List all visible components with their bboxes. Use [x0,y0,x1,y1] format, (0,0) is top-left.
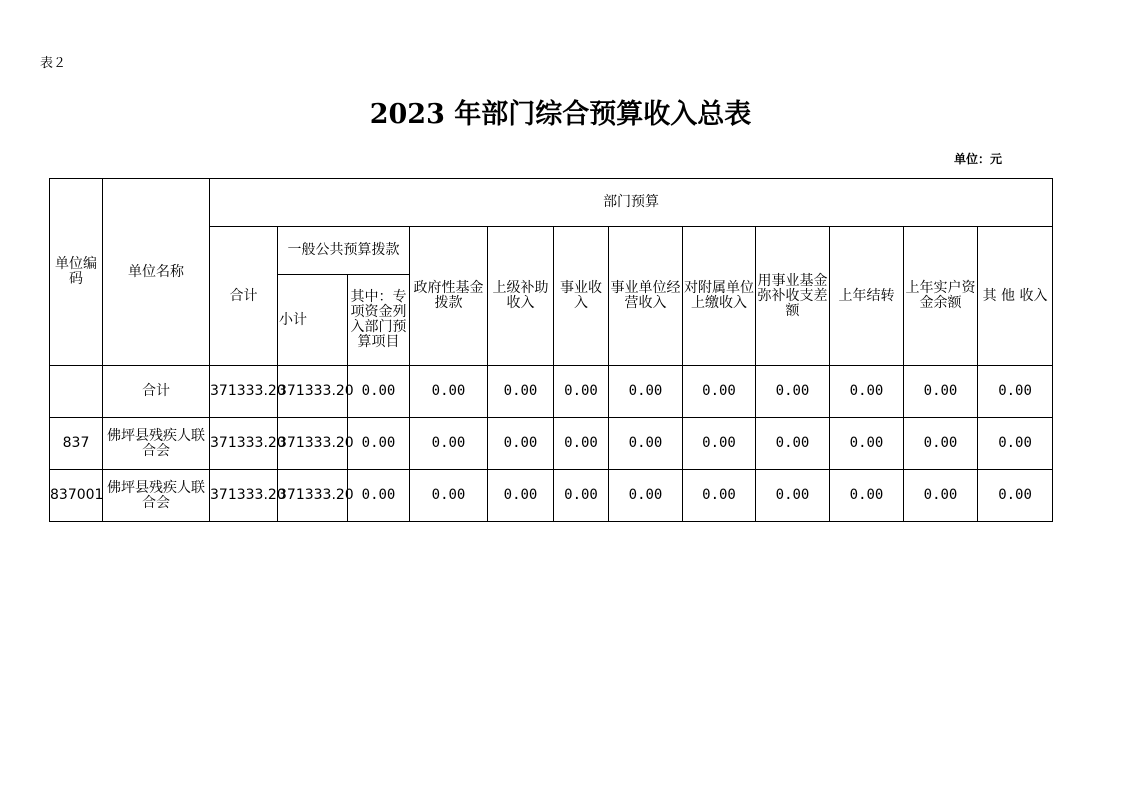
cell-total: 371333.20 [210,418,278,470]
cell-carry: 0.00 [830,470,904,522]
cell-fund-balance: 0.00 [756,366,830,418]
budget-table [49,178,1053,522]
cell-gov-fund: 0.00 [410,418,488,470]
cell-account: 0.00 [904,418,978,470]
header-special-funds: 其中：专项资金列入部门预算项目 [348,275,410,366]
header-last-year-account: 上年实户资金余额 [904,227,978,366]
header-affiliated-income: 对附属单位上缴收入 [683,227,756,366]
cell-operating: 0.00 [609,470,683,522]
cell-superior: 0.00 [488,366,554,418]
header-fund-balance: 用事业基金弥补收支差额 [756,227,830,366]
cell-special: 0.00 [348,366,410,418]
header-superior-subsidy: 上级补助收入 [488,227,554,366]
table-number: 表２ [40,56,67,71]
cell-subtotal: 371333.20 [278,366,348,418]
cell-name: 合计 [103,366,210,418]
header-business-income: 事业收入 [554,227,609,366]
header-last-year-carry: 上年结转 [830,227,904,366]
header-dept-budget: 部门预算 [210,179,1053,227]
header-unit-name: 单位名称 [103,179,210,366]
cell-fund-balance: 0.00 [756,470,830,522]
header-total: 合计 [210,227,278,366]
header-other-income: 其 他 收入 [978,227,1053,366]
header-subtotal: 小计 [278,275,348,366]
cell-other: 0.00 [978,366,1053,418]
cell-total: 371333.20 [210,470,278,522]
cell-superior: 0.00 [488,418,554,470]
cell-account: 0.00 [904,366,978,418]
cell-business: 0.00 [554,470,609,522]
cell-affiliated: 0.00 [683,366,756,418]
cell-affiliated: 0.00 [683,470,756,522]
cell-account: 0.00 [904,470,978,522]
page-title: 2023 年部门综合预算收入总表 [369,99,752,130]
cell-code [50,366,103,418]
cell-code: 837001 [50,470,103,522]
cell-name: 佛坪县残疾人联合会 [103,418,210,470]
cell-special: 0.00 [348,418,410,470]
cell-code: 837 [50,418,103,470]
cell-subtotal: 371333.20 [278,470,348,522]
cell-business: 0.00 [554,418,609,470]
table-row [50,366,1053,418]
cell-other: 0.00 [978,470,1053,522]
cell-carry: 0.00 [830,366,904,418]
cell-gov-fund: 0.00 [410,470,488,522]
header-operating-income: 事业单位经营收入 [609,227,683,366]
cell-carry: 0.00 [830,418,904,470]
cell-superior: 0.00 [488,470,554,522]
cell-fund-balance: 0.00 [756,418,830,470]
cell-gov-fund: 0.00 [410,366,488,418]
cell-name: 佛坪县残疾人联合会 [103,470,210,522]
cell-other: 0.00 [978,418,1053,470]
table-row [50,470,1053,522]
cell-affiliated: 0.00 [683,418,756,470]
header-unit-code: 单位编码 [50,179,103,366]
cell-subtotal: 371333.20 [278,418,348,470]
cell-special: 0.00 [348,470,410,522]
header-gov-fund: 政府性基金拨款 [410,227,488,366]
table-row [50,418,1053,470]
cell-operating: 0.00 [609,366,683,418]
cell-operating: 0.00 [609,418,683,470]
cell-business: 0.00 [554,366,609,418]
unit-label: 单位：元 [954,152,1003,166]
header-general-public: 一般公共预算拨款 [278,227,410,275]
cell-total: 371333.20 [210,366,278,418]
